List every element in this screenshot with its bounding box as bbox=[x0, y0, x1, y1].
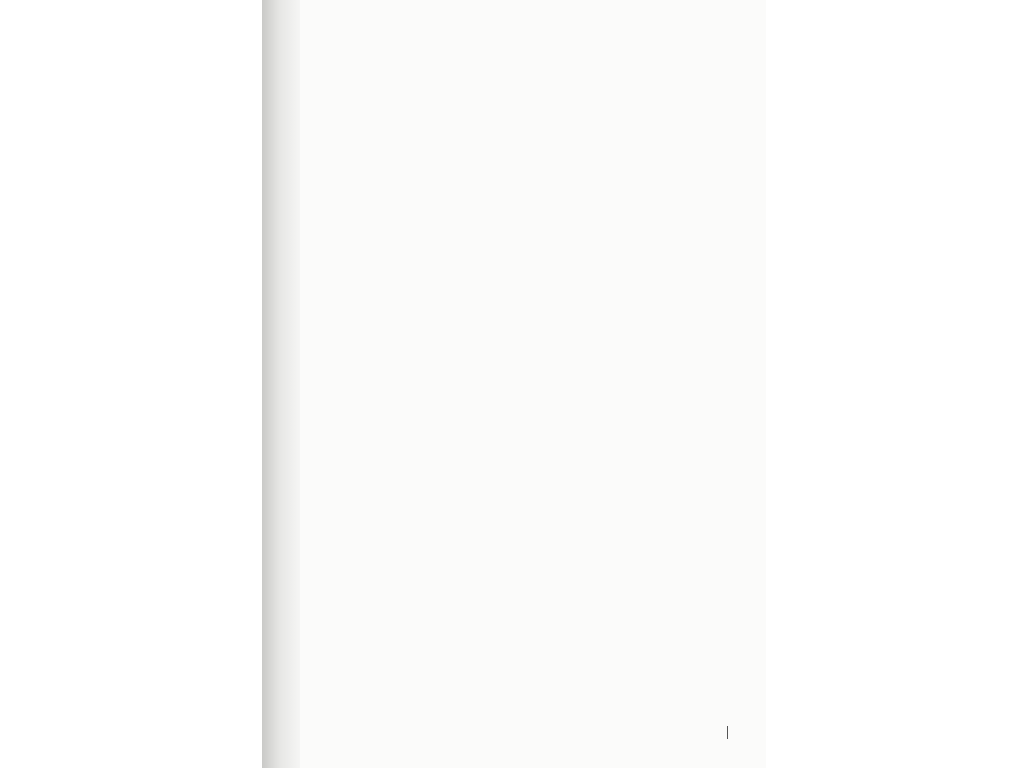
page-gutter-shadow bbox=[262, 0, 302, 768]
page-footer bbox=[727, 726, 734, 739]
book-page bbox=[300, 0, 766, 768]
footer-divider bbox=[727, 726, 728, 739]
